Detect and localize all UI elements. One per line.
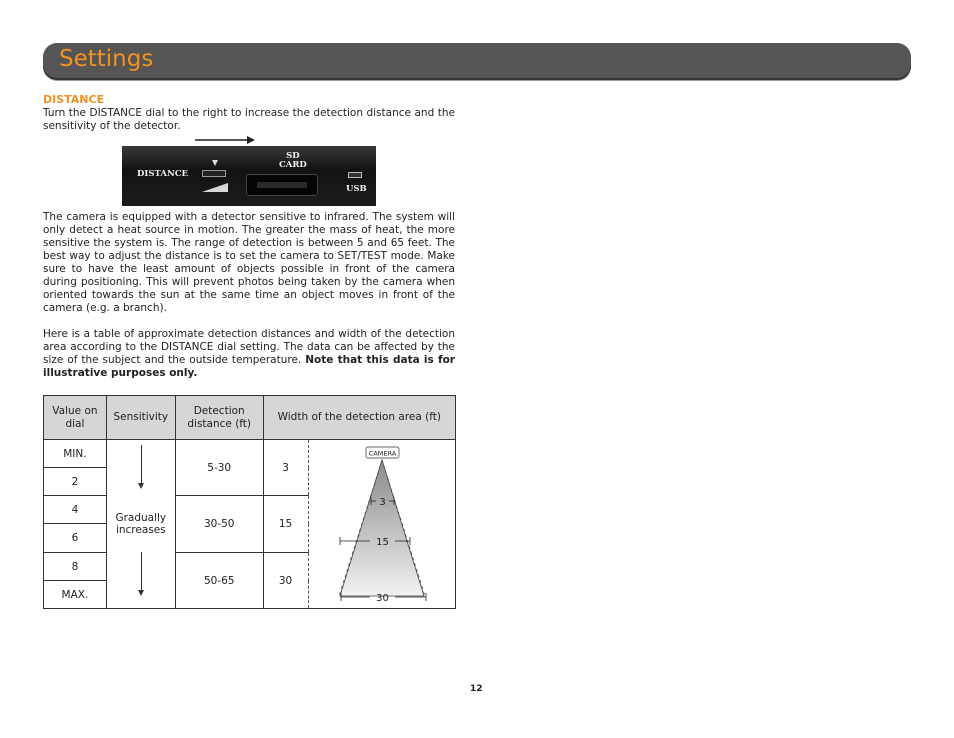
header-sensitivity: Sensitivity (106, 396, 175, 440)
distance-cell: 30-50 (175, 496, 263, 553)
distance-cell: 50-65 (175, 553, 263, 609)
panel-distance-label: DISTANCE (137, 169, 188, 179)
page-title: Settings (59, 46, 154, 72)
distance-cell: 5-30 (175, 440, 263, 496)
distance-dial (202, 170, 226, 177)
panel-card-label: CARD (279, 160, 307, 170)
detection-cone-svg (309, 440, 455, 608)
camera-control-panel-photo (122, 146, 376, 206)
panel-sd-card-label (279, 152, 307, 170)
header-detection-width: Width of the detection area (ft) (263, 396, 455, 440)
width-label-3: 3 (378, 497, 386, 508)
width-cell: 3 (263, 440, 308, 496)
table-header-row (44, 396, 456, 440)
dial-value-cell: 2 (44, 468, 107, 496)
dial-value-cell: MIN. (44, 440, 107, 468)
sd-card-slot (246, 174, 318, 196)
detection-distance-table (43, 395, 456, 609)
sensitivity-text: Gradually increases (115, 512, 167, 536)
page-number: 12 (470, 684, 483, 694)
table-intro-paragraph (43, 328, 455, 380)
intro-paragraph: Turn the DISTANCE dial to the right to increase the detection distance and the sensitivity of the detector. (43, 107, 455, 132)
dial-value-cell: MAX. (44, 581, 107, 609)
header-value-on-dial: Value on dial (44, 396, 107, 440)
dial-pointer-icon (212, 160, 218, 166)
table-row (44, 440, 456, 468)
detection-cone-diagram (308, 440, 456, 609)
dial-value-cell: 8 (44, 553, 107, 581)
dial-value-cell: 6 (44, 524, 107, 553)
panel-sd-label: SD (286, 151, 300, 161)
sd-slot-opening (257, 182, 307, 188)
page-banner (43, 43, 911, 80)
down-arrow-icon (141, 445, 142, 485)
camera-label: CAMERA (368, 449, 396, 458)
right-arrow-icon (195, 133, 255, 147)
sensitivity-cell (106, 440, 175, 609)
width-label-30: 30 (375, 593, 389, 604)
detector-paragraph: The camera is equipped with a detector sensitive to infrared. The system will only detect a heat source in motion. The greater the mass of heat, the more sensitive the system is. The range of detection is between 5 and 65 feet. The best way to adjust the distance is to set the camera to SET/TEST mode. Make sure to have the least amount of objects possible in front of the camera during positioning. This will prevent photos being taken by the camera when oriented towards the sun at the same time an object moves in front of the camera (e.g. a branch). (43, 211, 455, 314)
illustrative-note: Note that this data is for illustrative purposes only. (43, 354, 455, 379)
section-title: DISTANCE (43, 93, 105, 106)
width-label-15: 15 (375, 537, 389, 548)
panel-usb-label: USB (346, 184, 367, 194)
down-arrow-icon (141, 552, 142, 592)
width-cell: 15 (263, 496, 308, 553)
table-intro-text: Here is a table of approximate detection distances and width of the detection area according to the DISTANCE dial setting. The data can be affected by the size of the subject and the outside temperature. (43, 328, 455, 366)
dial-value-cell: 4 (44, 496, 107, 524)
width-cell: 30 (263, 553, 308, 609)
dial-scale-wedge (202, 183, 228, 192)
usb-port-icon (348, 172, 362, 178)
header-detection-distance: Detection distance (ft) (175, 396, 263, 440)
